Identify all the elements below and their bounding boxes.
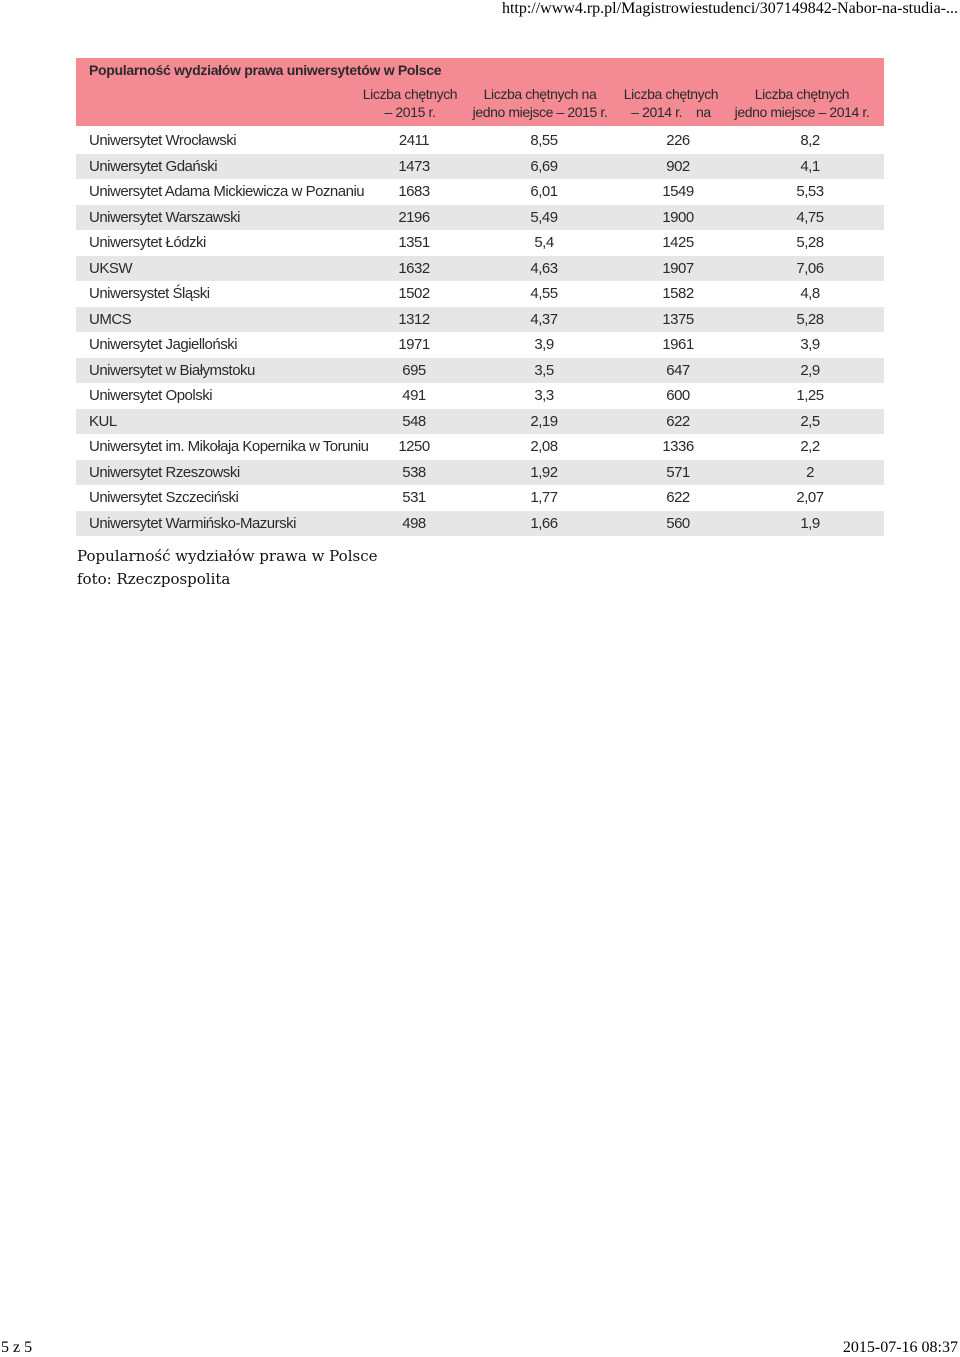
table-row	[76, 205, 884, 231]
cell-per-seat-2014: 5,28	[796, 234, 824, 251]
cell-applicants-2015: 548	[402, 412, 426, 430]
cell-applicants-2014: 1907	[662, 259, 694, 277]
cell-applicants-2014: 1582	[662, 285, 694, 302]
popularity-table-image	[76, 58, 884, 535]
table-body	[76, 128, 884, 536]
cell-university-name: Uniwersytet Jagielloński	[89, 336, 238, 353]
cell-per-seat-2015: 6,69	[530, 157, 558, 175]
cell-university-name: Uniwersytet Wrocławski	[89, 132, 237, 149]
cell-per-seat-2014: 1,9	[800, 514, 820, 532]
cell-applicants-2015: 1250	[398, 438, 430, 455]
cell-applicants-2014: 1961	[662, 336, 694, 353]
cell-applicants-2014: 622	[666, 412, 690, 430]
cell-applicants-2015: 1683	[398, 183, 430, 200]
cell-per-seat-2014: 2,2	[800, 438, 820, 455]
cell-per-seat-2014: 5,53	[796, 183, 824, 200]
cell-per-seat-2015: 3,5	[534, 361, 554, 379]
cell-applicants-2014: 1549	[662, 183, 694, 200]
table-row	[76, 358, 884, 384]
table-row	[76, 256, 884, 282]
cell-university-name: Uniwersytet im. Mikołaja Kopernika w Toruniu	[89, 438, 369, 455]
cell-per-seat-2015: 3,3	[534, 387, 554, 404]
cell-applicants-2014: 571	[666, 463, 690, 481]
cell-university-name: Uniwersytet Gdański	[89, 157, 218, 175]
print-header-url: http://www4.rp.pl/Magistrowiestudenci/307149842-Nabor-na-studia-...	[501, 0, 958, 17]
table-row	[76, 485, 884, 511]
cell-per-seat-2014: 1,25	[796, 387, 824, 404]
cell-per-seat-2014: 4,8	[800, 285, 820, 302]
cell-applicants-2015: 2411	[398, 132, 430, 149]
cell-per-seat-2015: 1,66	[530, 514, 558, 532]
cell-applicants-2014: 1900	[662, 208, 694, 226]
cell-applicants-2015: 531	[402, 489, 426, 506]
cell-applicants-2015: 1473	[398, 157, 430, 175]
table-header	[76, 58, 884, 126]
cell-per-seat-2014: 3,9	[800, 336, 820, 353]
cell-applicants-2015: 1351	[398, 234, 430, 251]
cell-per-seat-2015: 4,63	[530, 259, 558, 277]
cell-per-seat-2014: 4,1	[800, 157, 820, 175]
cell-per-seat-2015: 5,49	[530, 208, 558, 226]
cell-applicants-2014: 1336	[662, 438, 694, 455]
cell-per-seat-2014: 2	[806, 463, 814, 481]
column-header-applicants-2014: Liczba chętnych – 2014 r. na	[623, 86, 719, 120]
cell-applicants-2014: 226	[666, 132, 690, 149]
cell-per-seat-2015: 1,77	[530, 489, 558, 506]
cell-university-name: Uniwersytet Szczeciński	[89, 489, 239, 506]
caption-title: Popularność wydziałów prawa w Polsce	[77, 547, 378, 565]
table-title: Popularność wydziałów prawa uniwersytetów w Polsce	[89, 62, 442, 78]
cell-applicants-2015: 1971	[398, 336, 430, 353]
cell-applicants-2015: 1312	[398, 310, 430, 328]
cell-applicants-2014: 902	[666, 157, 690, 175]
caption-credit: foto: Rzeczpospolita	[77, 570, 231, 588]
cell-university-name: Uniwersytet w Białymstoku	[89, 361, 255, 379]
cell-per-seat-2015: 1,92	[530, 463, 558, 481]
table-row	[76, 383, 884, 409]
cell-university-name: Uniwersytet Warmińsko-Mazurski	[89, 514, 296, 532]
table-row	[76, 332, 884, 358]
table-row	[76, 307, 884, 333]
cell-per-seat-2015: 3,9	[534, 336, 554, 353]
cell-per-seat-2015: 4,55	[530, 285, 558, 302]
cell-applicants-2015: 2196	[398, 208, 430, 226]
cell-applicants-2015: 695	[402, 361, 426, 379]
cell-university-name: Uniwersytet Rzeszowski	[89, 463, 240, 481]
cell-university-name: Uniwersytet Opolski	[89, 387, 213, 404]
cell-applicants-2014: 560	[666, 514, 690, 532]
print-footer-page: 5 z 5	[1, 1339, 33, 1356]
cell-applicants-2015: 498	[402, 514, 426, 532]
cell-applicants-2014: 1425	[662, 234, 694, 251]
table-row	[76, 154, 884, 180]
cell-per-seat-2015: 2,19	[530, 412, 558, 430]
cell-applicants-2015: 538	[402, 463, 426, 481]
column-header-per-seat-2015: Liczba chętnych na jedno miejsce – 2015 r.	[472, 86, 608, 120]
cell-applicants-2014: 600	[666, 387, 690, 404]
table-row	[76, 230, 884, 256]
cell-per-seat-2015: 6,01	[530, 183, 558, 200]
table-row	[76, 434, 884, 460]
table-row	[76, 281, 884, 307]
table-row	[76, 460, 884, 486]
cell-per-seat-2014: 2,07	[796, 489, 824, 506]
cell-per-seat-2014: 4,75	[796, 208, 824, 226]
cell-per-seat-2014: 2,5	[800, 412, 820, 430]
cell-applicants-2014: 622	[666, 489, 690, 506]
cell-applicants-2015: 1632	[398, 259, 430, 277]
cell-applicants-2014: 647	[666, 361, 690, 379]
cell-university-name: UMCS	[89, 310, 132, 328]
cell-university-name: Uniwersytet Adama Mickiewicza w Poznaniu	[89, 183, 365, 200]
cell-university-name: Uniwersystet Śląski	[89, 285, 210, 302]
cell-university-name: KUL	[89, 412, 117, 430]
cell-per-seat-2015: 8,55	[530, 132, 558, 149]
cell-per-seat-2014: 8,2	[800, 132, 820, 149]
cell-per-seat-2014: 5,28	[796, 310, 824, 328]
column-header-applicants-2015: Liczba chętnych – 2015 r.	[362, 86, 458, 120]
cell-applicants-2015: 1502	[398, 285, 430, 302]
cell-university-name: UKSW	[89, 259, 132, 277]
cell-university-name: Uniwersytet Łódzki	[89, 234, 206, 251]
cell-applicants-2015: 491	[402, 387, 426, 404]
print-footer-datetime: 2015-07-16 08:37	[842, 1339, 958, 1356]
table-row	[76, 511, 884, 537]
cell-per-seat-2014: 2,9	[800, 361, 820, 379]
cell-per-seat-2014: 7,06	[796, 259, 824, 277]
image-caption	[77, 545, 377, 591]
table-row	[76, 179, 884, 205]
table-row	[76, 409, 884, 435]
cell-university-name: Uniwersytet Warszawski	[89, 208, 240, 226]
cell-per-seat-2015: 2,08	[530, 438, 558, 455]
cell-per-seat-2015: 5,4	[534, 234, 554, 251]
cell-per-seat-2015: 4,37	[530, 310, 558, 328]
column-header-per-seat-2014: Liczba chętnych jedno miejsce – 2014 r.	[734, 86, 870, 120]
table-row	[76, 128, 884, 154]
cell-applicants-2014: 1375	[662, 310, 694, 328]
